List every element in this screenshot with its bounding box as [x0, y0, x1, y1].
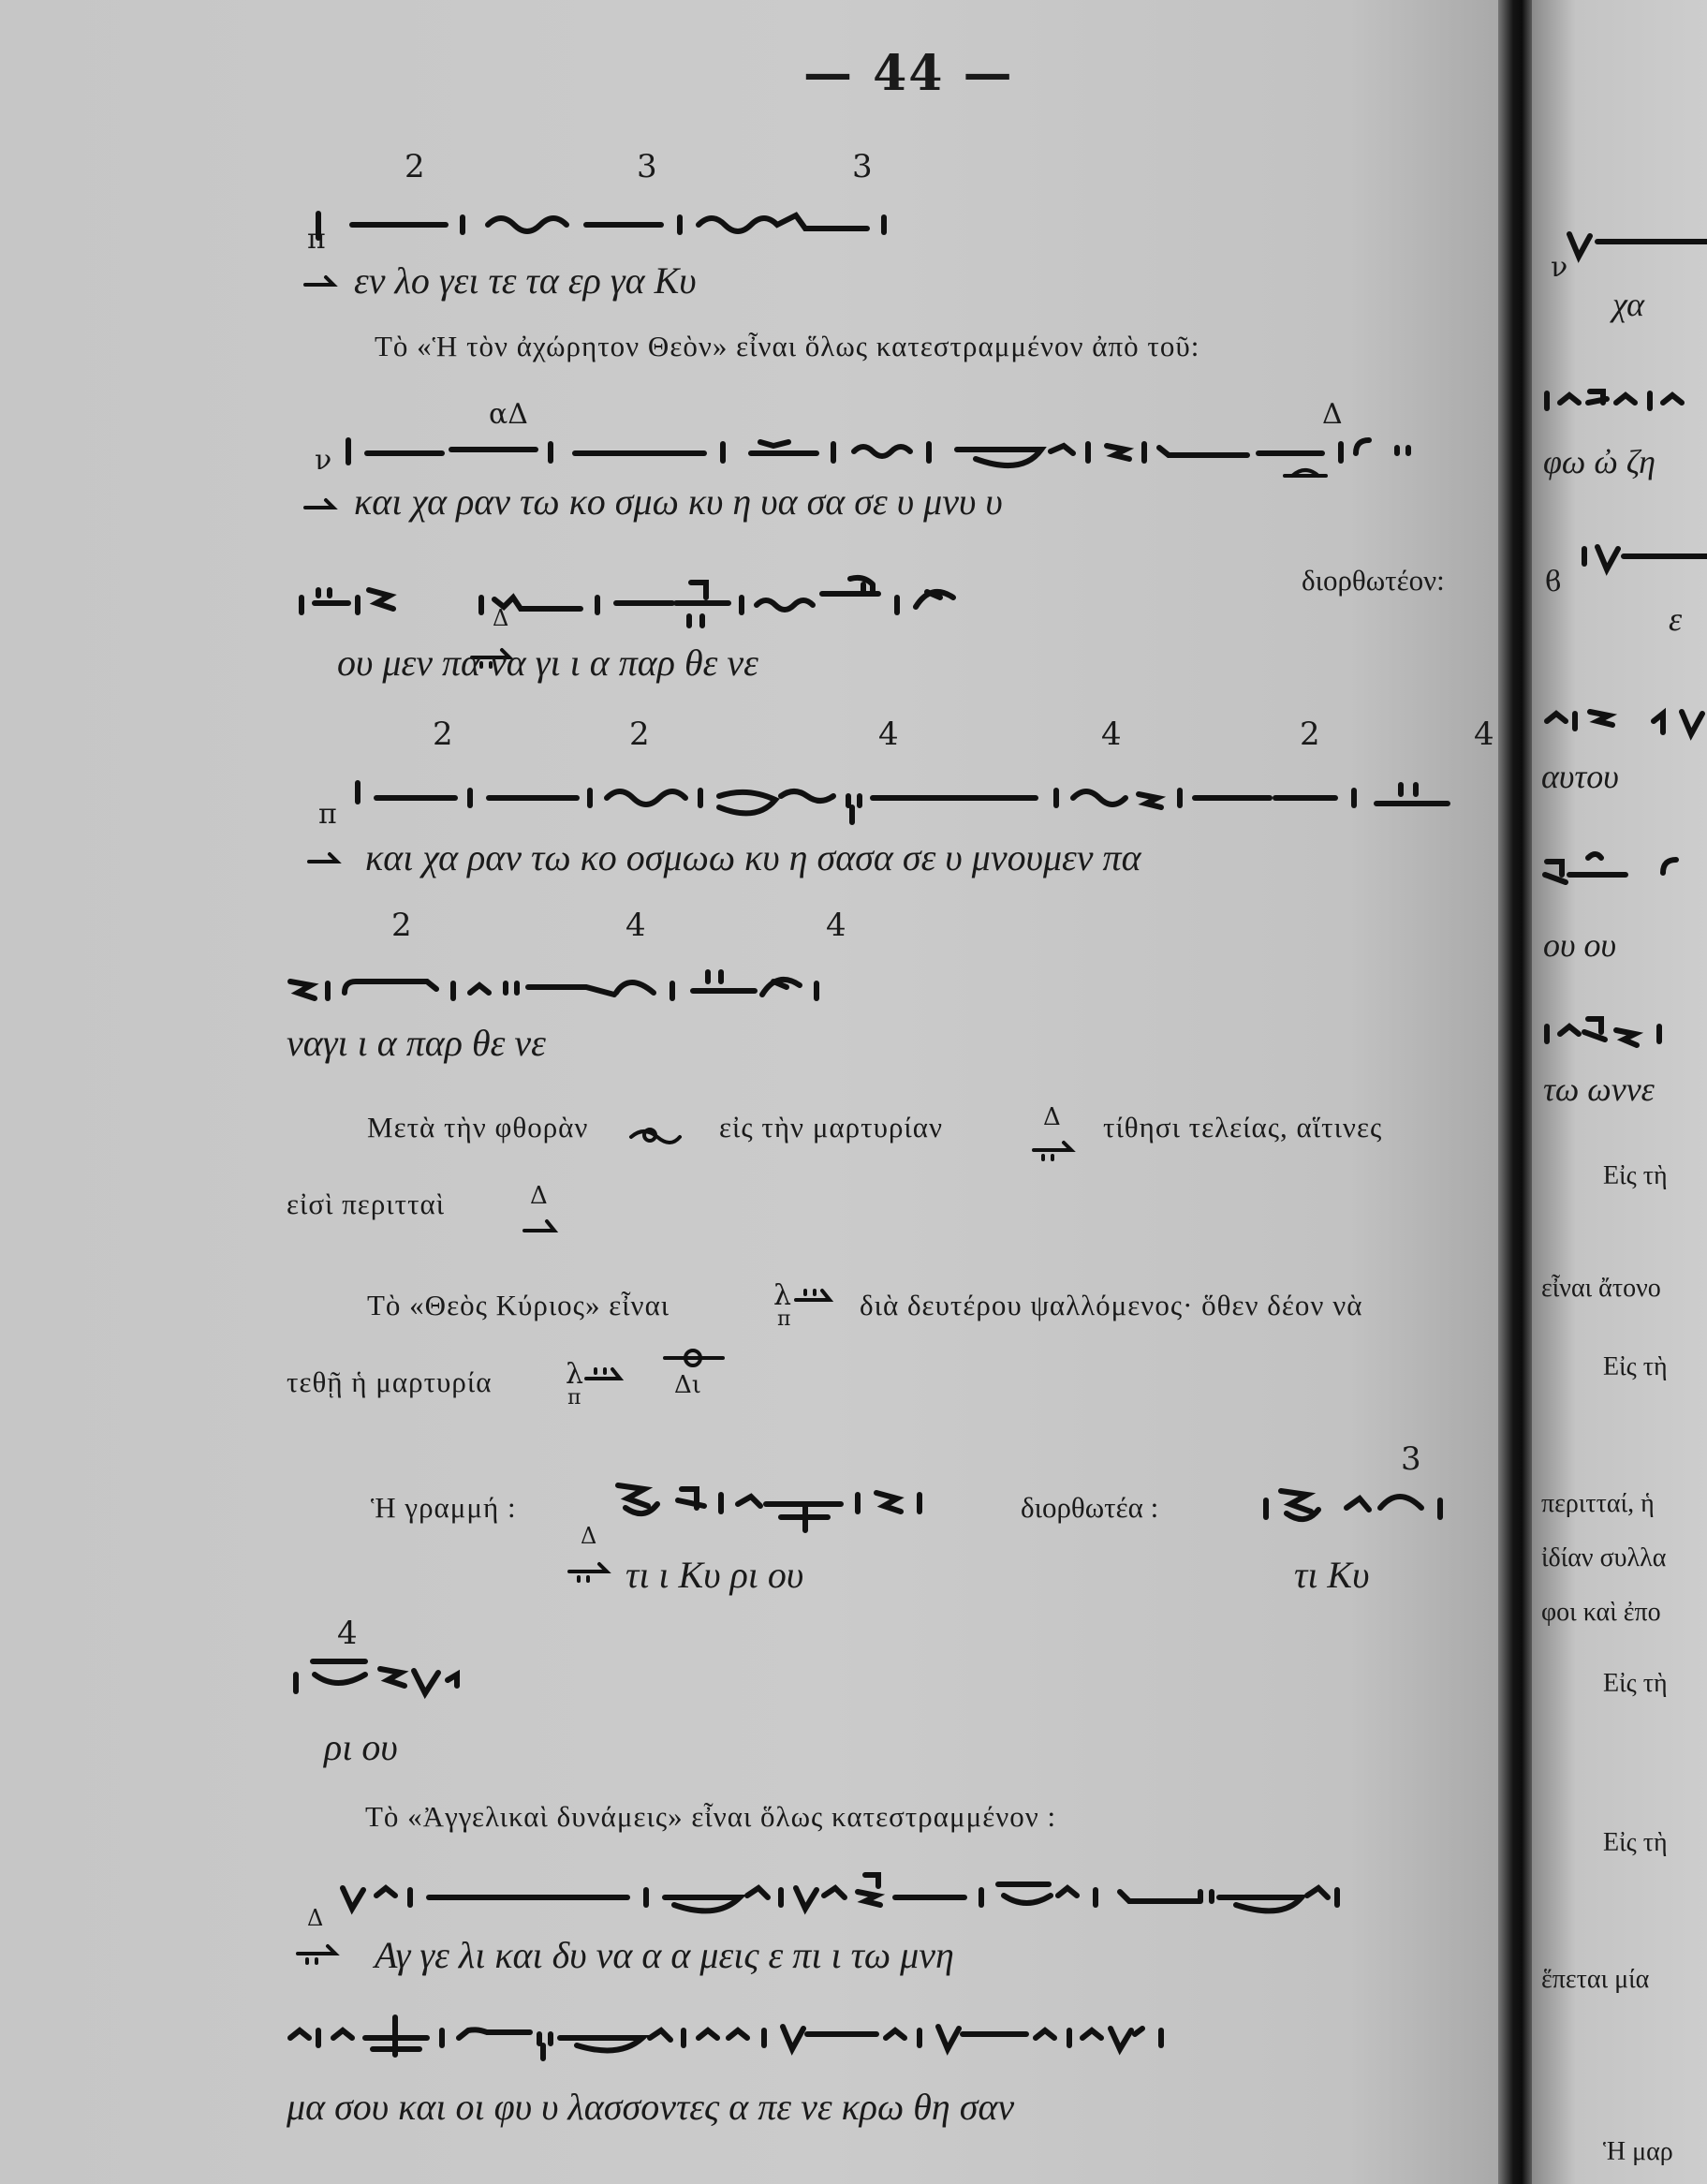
key-symbol: ν: [1551, 251, 1568, 284]
neume-line-6-corrected: [1262, 1472, 1506, 1547]
lyrics-line-6: τι ι Κυ ρι ου: [625, 1554, 804, 1596]
neume-number: 3: [637, 148, 657, 185]
neume-number: 2: [405, 148, 425, 185]
neume-number: 2: [391, 907, 412, 944]
neume-number: 4: [826, 907, 846, 944]
right-lyric: χα: [1612, 286, 1644, 323]
right-prose: εἶναι ἄτονο: [1541, 1274, 1661, 1303]
book-gutter: [1498, 0, 1532, 2184]
right-prose: ἕπεται μία: [1541, 1965, 1650, 1994]
neume-mark: αΔ: [489, 398, 528, 431]
neume-mark: Δ: [1322, 398, 1343, 431]
lyrics-line-4: και χα ραν τω κο οσμωω κυ η σασα σε υ μνουμεν πα: [365, 836, 1141, 878]
neume-number: 2: [1300, 716, 1320, 753]
lyrics-line-7: ρι ου: [324, 1726, 398, 1768]
pi-symbol: π: [567, 1386, 581, 1409]
mode-key-symbol: Δ: [307, 1905, 324, 1931]
martyria-hook-icon: [1026, 1137, 1082, 1165]
neume-fragment: [1541, 843, 1707, 899]
lyrics-line-2: και χα ραν τω κο σμω κυ η υα σα σε υ μνυ υ: [354, 480, 1003, 523]
neume-fragment: [1541, 378, 1707, 425]
neume-fragment: [1541, 693, 1707, 749]
neume-fragment: [1579, 534, 1707, 581]
neume-fragment: [1560, 215, 1707, 272]
lyrics-line-3: ου μεν πα να γι ι α παρ θε νε: [337, 642, 758, 684]
paragraph-2d: εἰσὶ περιτταὶ: [287, 1188, 446, 1220]
martyria-hook-icon: [792, 1285, 839, 1313]
neume-number: 4: [1474, 716, 1494, 753]
pi-symbol: π: [777, 1307, 791, 1331]
paragraph-2a: Μετὰ τὴν φθορὰν: [367, 1111, 589, 1144]
phthora-icon: [625, 1120, 682, 1148]
neume-line-4: [352, 774, 1498, 839]
paragraph-1: Τὸ «Ἡ τὸν ἀχώρητον Θεὸν» εἶναι ὅλως κατεστραμμένον ἀπὸ τοῦ:: [375, 330, 1200, 362]
paragraph-4: Τὸ «Ἀγγελικαὶ δυνάμεις» εἶναι ὅλως κατεστραμμένον :: [365, 1800, 1057, 1833]
lyrics-line-1: εν λο γει τε τα ερ γα Κυ: [354, 259, 697, 302]
right-lyric: αυτου: [1541, 758, 1619, 795]
right-prose: περιτταί, ἡ: [1541, 1489, 1655, 1518]
right-prose: Εἰς τὴ: [1603, 1352, 1668, 1381]
key-hook-icon: [290, 1941, 346, 1965]
neume-line-3: [298, 560, 1215, 635]
lyrics-line-9: μα σου και οι φυ υ λασσοντες α πε νε κρω θη σαν: [287, 2086, 1015, 2128]
martyria-hook-icon: [517, 1216, 564, 1244]
neume-line-7: [290, 1650, 506, 1716]
neume-line-1: [315, 206, 961, 262]
martyria-mark: Δ: [530, 1182, 548, 1210]
line-label: Ἡ γραμμή :: [371, 1491, 517, 1524]
neume-number: 2: [629, 716, 650, 753]
neume-number: 4: [1101, 716, 1122, 753]
right-page-edge: [1532, 0, 1707, 2184]
martyria-mark: Δ: [1043, 1103, 1061, 1131]
right-prose: φοι καὶ ἐπο: [1541, 1598, 1661, 1627]
neume-line-5: [287, 955, 970, 1021]
neume-line-2: [311, 421, 1491, 487]
mode-key-symbol: Δ: [493, 605, 509, 631]
paragraph-2c: τίθησι τελείας, αἵτινες: [1103, 1111, 1383, 1144]
right-prose: Εἰς τὴ: [1603, 1828, 1668, 1857]
neume-number: 4: [337, 1615, 358, 1652]
lambda-symbol: λ: [773, 1279, 792, 1312]
neume-number: 4: [878, 716, 899, 753]
corrected-label: διορθωτέον:: [1302, 564, 1445, 597]
key-hook-icon: [302, 270, 339, 292]
page-number: — 44 —: [803, 45, 1014, 102]
key-symbol: ν: [315, 444, 332, 477]
right-prose: ἰδίαν συλλα: [1541, 1543, 1667, 1572]
neume-number: 2: [433, 716, 453, 753]
neume-line-8: [328, 1867, 1498, 1942]
martyria-hook-icon: [582, 1364, 629, 1392]
corrected-label: διορθωτέα :: [1021, 1491, 1159, 1524]
neume-number: 4: [625, 907, 646, 944]
mode-key-symbol: π: [318, 798, 337, 831]
paragraph-2b: εἰς τὴν μαρτυρίαν: [719, 1111, 944, 1144]
lyrics-line-8: Αγ γε λι και δυ να α α μεις ε πι ι τω μνη: [375, 1934, 954, 1976]
paragraph-3b: διὰ δευτέρου ψαλλόμενος· ὅθεν δέον νὰ: [860, 1289, 1363, 1321]
lyrics-line-6-corrected: τι Κυ: [1294, 1554, 1370, 1596]
neume-line-9: [287, 2008, 1494, 2083]
right-lyric: ε: [1669, 600, 1683, 638]
neume-fragment: [1541, 1006, 1707, 1062]
paragraph-3c: τεθῇ ἡ μαρτυρία: [287, 1365, 493, 1398]
di-symbol: Δι: [674, 1371, 701, 1399]
neume-number: 3: [1401, 1440, 1421, 1478]
key-hook-icon: [562, 1558, 618, 1583]
key-symbol: ϐ: [1545, 566, 1562, 598]
key-hook-icon: [302, 493, 339, 515]
right-lyric: τω ωννε: [1543, 1070, 1655, 1108]
key-hook-icon: [305, 847, 343, 869]
phthora-icon: [657, 1343, 732, 1371]
mode-key-symbol: Δ: [581, 1523, 597, 1549]
neume-line-6: [607, 1467, 1066, 1551]
mode-key-symbol: π: [307, 223, 326, 256]
paragraph-3a: Τὸ «Θεὸς Κύριος» εἶναι: [367, 1289, 670, 1321]
lyrics-line-5: ναγι ι α παρ θε νε: [287, 1022, 546, 1064]
right-prose: Εἰς τὴ: [1603, 1669, 1668, 1698]
right-prose: Εἰς τὴ: [1603, 1161, 1668, 1190]
neume-number: 3: [852, 148, 873, 185]
right-prose: Ἡ μαρ: [1603, 2137, 1673, 2166]
lambda-symbol: λ: [566, 1358, 584, 1391]
right-lyric: φω ὠ ζη: [1543, 443, 1656, 480]
right-lyric: ου ου: [1543, 926, 1617, 964]
